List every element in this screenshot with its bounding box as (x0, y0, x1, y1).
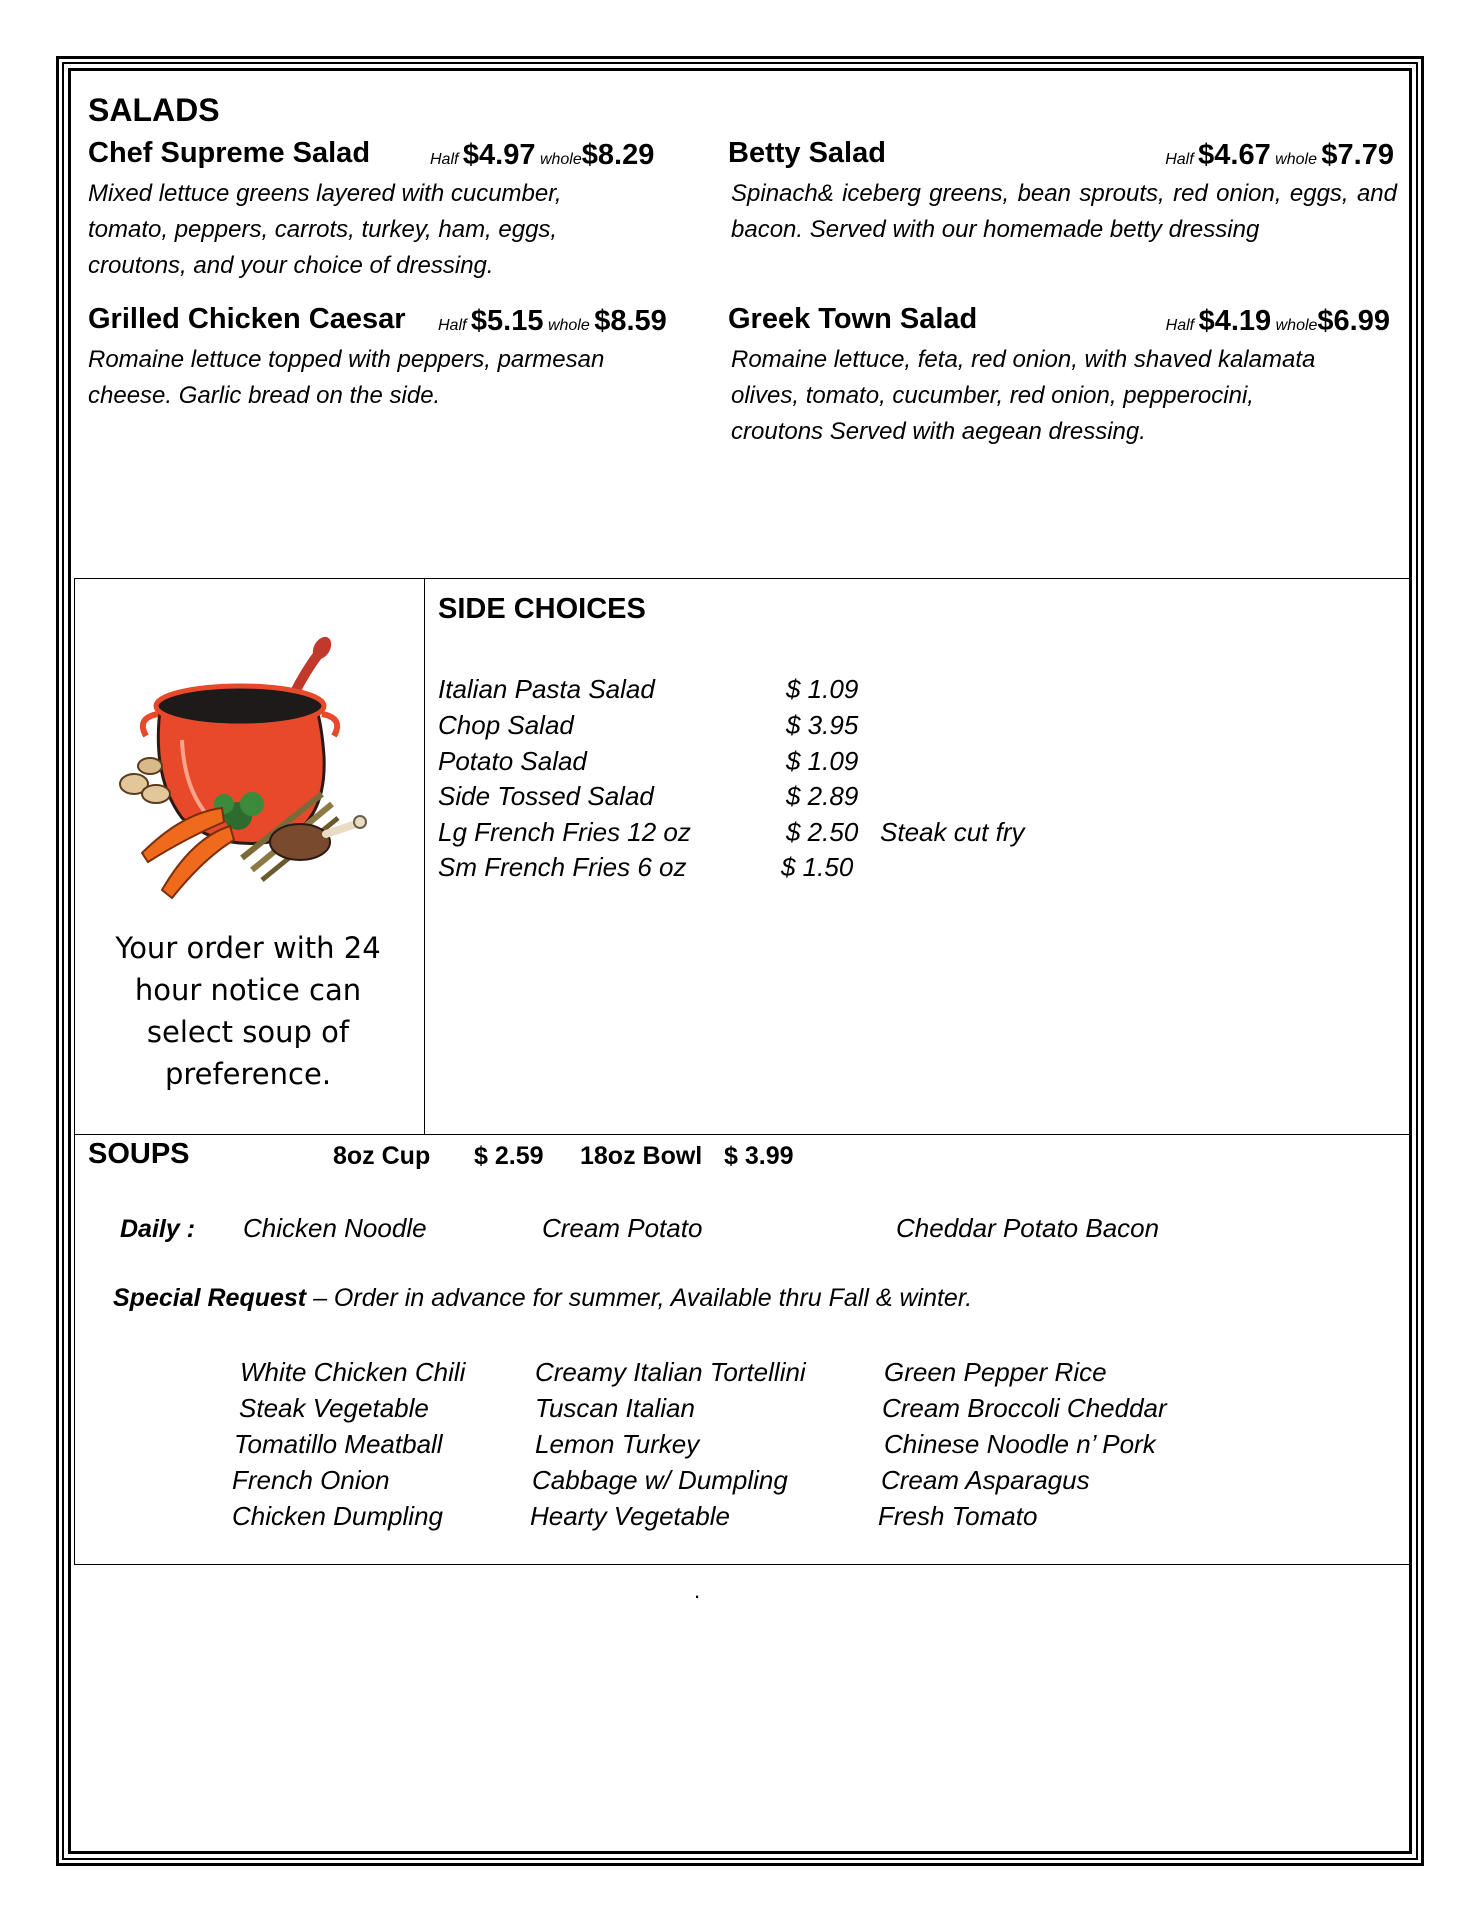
half-price: $4.19 (1198, 305, 1272, 337)
daily-soup: Chicken Noodle (243, 1213, 427, 1243)
soup-bowl-price: $ 3.99 (724, 1142, 794, 1170)
special-soup: Cream Broccoli Cheddar (882, 1393, 1167, 1423)
daily-soup: Cheddar Potato Bacon (896, 1213, 1160, 1243)
side-item-note: Steak cut fry (880, 817, 1025, 847)
soups-heading: SOUPS (88, 1138, 190, 1170)
soup-bowl-label: 18oz Bowl (580, 1142, 703, 1170)
half-price: $5.15 (470, 305, 544, 337)
side-item-price: $ 1.09 (786, 746, 859, 776)
special-soup: Lemon Turkey (535, 1429, 700, 1459)
whole-price: $8.59 (594, 305, 667, 337)
divider-left-edge (74, 578, 75, 1564)
special-soups-col-3 (878, 1354, 1167, 1534)
salad-description: Romaine lettuce, feta, red onion, with shaved kalamata olives, tomato, cucumber, red onion, pepperocini, croutons Served with aegean dressing. (731, 346, 1316, 445)
salad-description: Mixed lettuce greens layered with cucumber, tomato, peppers, carrots, turkey, ham, eggs, croutons, and your choice of dressing. (88, 180, 562, 279)
special-soup: Cream Asparagus (881, 1465, 1090, 1495)
salad-name: Grilled Chicken Caesar (88, 303, 406, 335)
divider-salads-bottom (74, 578, 1410, 579)
special-soup: Tuscan Italian (535, 1393, 695, 1423)
salad-prices (1166, 305, 1390, 338)
special-request-line (113, 1284, 972, 1313)
side-item-name: Italian Pasta Salad (438, 674, 655, 704)
whole-label: whole (547, 317, 590, 334)
daily-soup: Cream Potato (542, 1213, 703, 1243)
side-item-price: $ 2.50 (786, 817, 859, 847)
divider-soups-bottom (74, 1564, 1410, 1565)
salad-prices (438, 305, 667, 338)
soup-cup-label: 8oz Cup (333, 1142, 431, 1170)
salad-name: Betty Salad (728, 137, 886, 169)
salads-heading: SALADS (88, 92, 220, 128)
special-soup: Chinese Noodle n’ Pork (884, 1429, 1156, 1459)
special-soup: Cabbage w/ Dumpling (532, 1465, 788, 1495)
whole-price: $6.99 (1317, 305, 1390, 337)
special-soup: Creamy Italian Tortellini (535, 1357, 806, 1387)
special-soup: White Chicken Chili (240, 1357, 466, 1387)
whole-label: whole (1275, 317, 1318, 334)
half-price: $4.97 (462, 139, 536, 171)
whole-price: $7.79 (1321, 139, 1394, 171)
half-label: Half (1165, 317, 1195, 334)
special-soups-col-2 (530, 1354, 806, 1534)
special-soup: Tomatillo Meatball (234, 1429, 443, 1459)
salad-name: Greek Town Salad (728, 303, 978, 335)
soup-preference-notice: Your order with 24 hour notice can select soup of preference. (115, 931, 381, 1091)
side-item-name: Potato Salad (438, 746, 587, 776)
whole-label: whole (539, 151, 582, 168)
special-soup: Chicken Dumpling (232, 1501, 443, 1531)
footer-mark: . (694, 1578, 701, 1603)
divider-sides-bottom (74, 1134, 1410, 1135)
side-item-name: Chop Salad (438, 710, 574, 740)
side-item-price: $ 1.09 (786, 674, 859, 704)
salad-prices (430, 139, 654, 172)
side-item-name: Sm French Fries 6 oz (438, 852, 687, 882)
special-request-label: Special Request (113, 1284, 307, 1312)
special-soup: French Onion (232, 1465, 390, 1495)
soup-cup-price: $ 2.59 (474, 1142, 544, 1170)
side-item-price: $ 3.95 (786, 710, 859, 740)
side-item-price: $ 1.50 (781, 852, 854, 882)
special-soup: Hearty Vegetable (530, 1501, 730, 1531)
divider-right-edge (1410, 578, 1411, 1564)
special-soup: Steak Vegetable (239, 1393, 429, 1423)
side-choices-heading: SIDE CHOICES (438, 593, 646, 625)
half-price: $4.67 (1198, 139, 1271, 171)
salad-description: Spinach& iceberg greens, bean sprouts, red onion, eggs, and bacon. Served with our homemade betty dressing (731, 180, 1397, 243)
side-item-name: Side Tossed Salad (438, 781, 654, 811)
divider-sides-left (424, 578, 425, 1134)
side-item-name: Lg French Fries 12 oz (438, 817, 691, 847)
whole-price: $8.29 (581, 139, 655, 171)
special-request-text: – Order in advance for summer, Available thru Fall & winter. (306, 1284, 973, 1312)
half-label: Half (438, 317, 467, 334)
half-label: Half (1165, 151, 1194, 168)
special-soups-col-1 (232, 1354, 465, 1534)
special-soup: Fresh Tomato (878, 1501, 1038, 1531)
daily-soups-label: Daily : (120, 1215, 196, 1243)
side-item-price: $ 2.89 (786, 781, 859, 811)
salad-prices (1165, 139, 1394, 172)
soup-pot-illustration (112, 628, 390, 906)
whole-label: whole (1275, 151, 1317, 168)
half-label: Half (430, 151, 459, 168)
salad-description: Romaine lettuce topped with peppers, parmesan cheese. Garlic bread on the side. (88, 346, 605, 409)
salad-name: Chef Supreme Salad (88, 137, 371, 169)
special-soup: Green Pepper Rice (884, 1357, 1107, 1387)
